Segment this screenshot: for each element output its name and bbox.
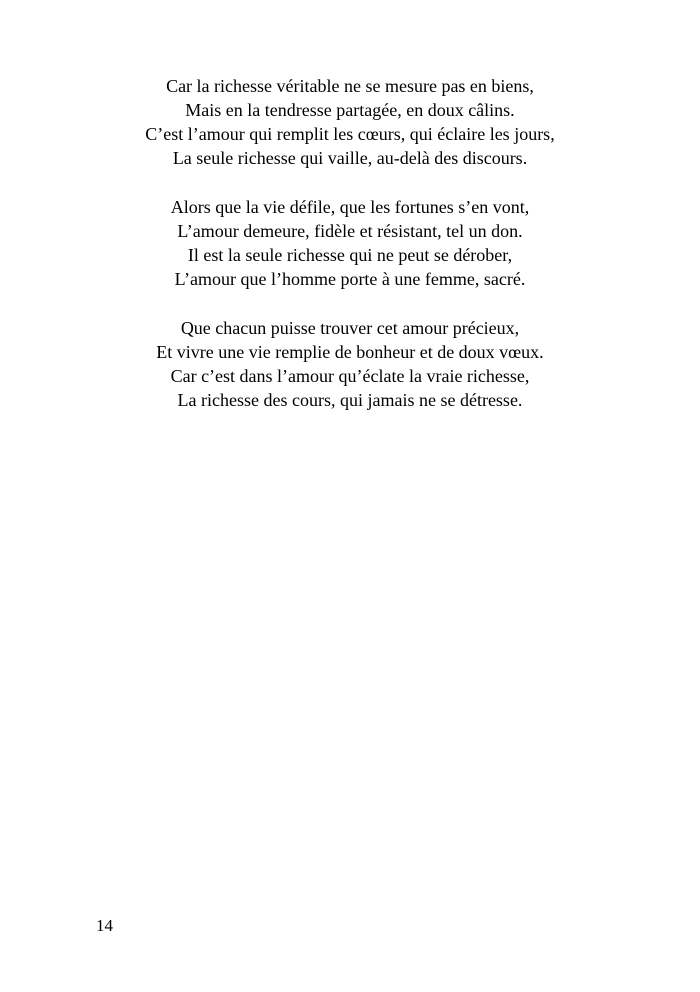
poem-line: Mais en la tendresse partagée, en doux câlins. — [185, 100, 515, 120]
stanza-3 — [0, 316, 700, 412]
poem-line: Alors que la vie défile, que les fortunes s’en vont, — [170, 197, 530, 217]
poem-line: La seule richesse qui vaille, au-delà des discours. — [172, 148, 528, 168]
poem-line: C’est l’amour qui remplit les cœurs, qui éclaire les jours, — [145, 124, 555, 144]
stanza-2 — [0, 195, 700, 291]
poem-line: L’amour demeure, fidèle et résistant, tel un don. — [177, 221, 523, 241]
stanza-1 — [0, 74, 700, 170]
poem-line: La richesse des cours, qui jamais ne se détresse. — [177, 390, 523, 410]
poem-line: Que chacun puisse trouver cet amour précieux, — [180, 318, 520, 338]
poem — [0, 74, 700, 437]
poem-line: Il est la seule richesse qui ne peut se dérober, — [187, 245, 513, 265]
poem-line: Car la richesse véritable ne se mesure pas en biens, — [166, 76, 534, 96]
poem-line: L’amour que l’homme porte à une femme, sacré. — [174, 269, 526, 289]
poem-line: Car c’est dans l’amour qu’éclate la vraie richesse, — [170, 366, 530, 386]
page-number: 14 — [96, 916, 113, 935]
poem-line: Et vivre une vie remplie de bonheur et de doux vœux. — [156, 342, 544, 362]
